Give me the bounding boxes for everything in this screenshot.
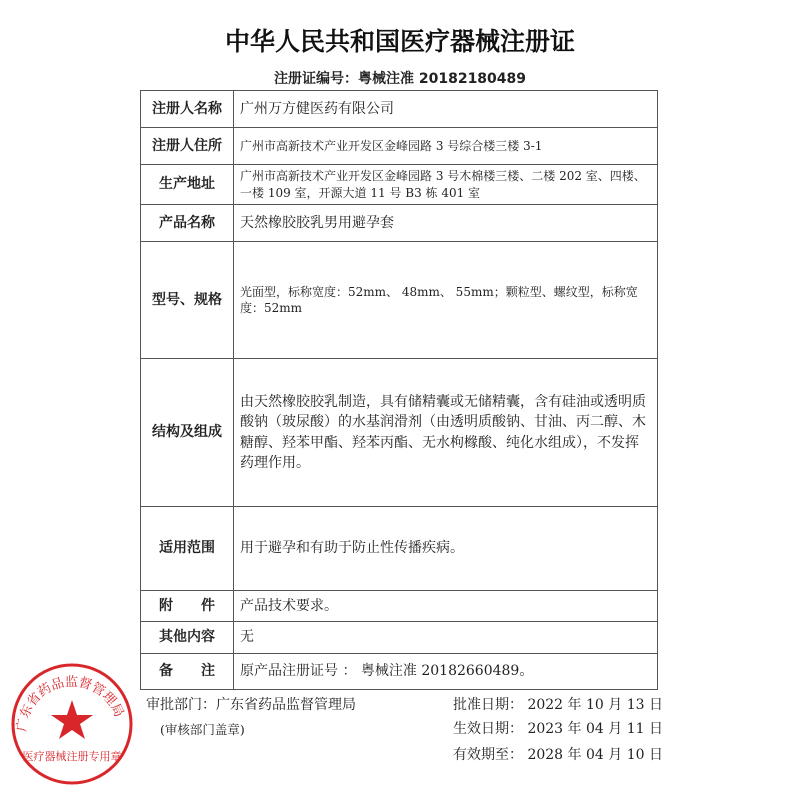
- row-label: 生产地址: [141, 165, 234, 205]
- table-row: [141, 91, 658, 128]
- table-row: [141, 242, 658, 359]
- row-value: 原产品注册证号 ： 粤械注准 20182660489。: [234, 654, 658, 690]
- table-row: [141, 654, 658, 690]
- approval-date: 批准日期： 2022 年 10 月 13 日: [453, 697, 663, 713]
- row-label: 型号、规格: [141, 242, 234, 359]
- row-value: 无: [234, 622, 658, 654]
- table-row: [141, 507, 658, 591]
- table-row: [141, 165, 658, 205]
- seal-note: (审核部门盖章): [160, 722, 245, 737]
- row-value: 广州万方健医药有限公司: [234, 91, 658, 128]
- registration-number: 注册证编号：粤械注准 20182180489: [273, 71, 527, 87]
- table-row: [141, 205, 658, 242]
- table-row: [141, 128, 658, 165]
- official-seal: [10, 662, 134, 786]
- approval-department: 审批部门：广东省药品监督管理局: [146, 697, 356, 713]
- row-label: 产品名称: [141, 205, 234, 242]
- row-value: 广州市高新技术产业开发区金峰园路 3 号木棉楼三楼、二楼 202 室、四楼、一楼 109 室，开源大道 11 号 B3 栋 401 室: [234, 165, 658, 205]
- row-value: 天然橡胶胶乳男用避孕套: [234, 205, 658, 242]
- expiry-date: 有效期至： 2028 年 04 月 10 日: [453, 747, 663, 763]
- row-label: 其他内容: [141, 622, 234, 654]
- row-label: 附 件: [141, 591, 234, 622]
- table-row: [141, 622, 658, 654]
- row-value: 广州市高新技术产业开发区金峰园路 3 号综合楼三楼 3-1: [234, 128, 658, 165]
- row-value: 光面型，标称宽度：52mm、 48mm、 55mm；颗粒型、螺纹型，标称宽度：52mm: [234, 242, 658, 359]
- star-icon: [51, 700, 93, 739]
- table-row: [141, 591, 658, 622]
- seal-top-text: 广东省药品监督管理局: [14, 674, 127, 733]
- row-label: 注册人名称: [141, 91, 234, 128]
- row-value: 用于避孕和有助于防止性传播疾病。: [234, 507, 658, 591]
- row-value: 产品技术要求。: [234, 591, 658, 622]
- row-label: 结构及组成: [141, 359, 234, 507]
- row-label: 注册人住所: [141, 128, 234, 165]
- row-label: 备 注: [141, 654, 234, 690]
- effective-date: 生效日期： 2023 年 04 月 11 日: [453, 721, 663, 737]
- row-label: 适用范围: [141, 507, 234, 591]
- page-title: 中华人民共和国医疗器械注册证: [224, 27, 575, 56]
- table-row: [141, 359, 658, 507]
- certificate-table: [140, 90, 658, 690]
- seal-bottom-text: 医疗器械注册专用章: [22, 750, 122, 763]
- row-value: 由天然橡胶胶乳制造，具有储精囊或无储精囊，含有硅油或透明质酸钠（玻尿酸）的水基润滑剂（由透明质酸钠、甘油、丙二醇、木糖醇、羟苯甲酯、羟苯丙酯、无水枸橼酸、纯化水组成），不发挥药理作用。: [234, 359, 658, 507]
